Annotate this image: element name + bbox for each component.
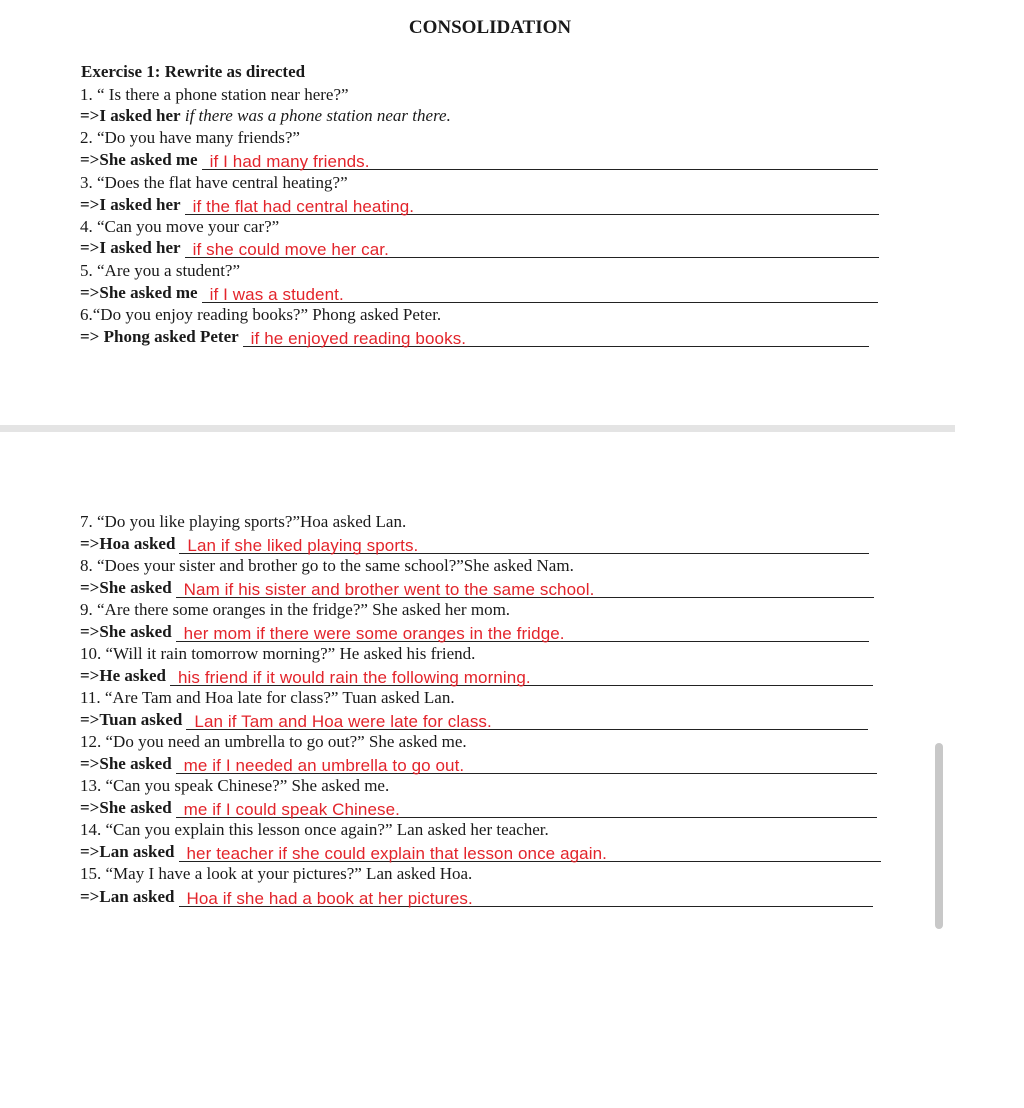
answer-line-5 [80, 283, 878, 303]
answer-line-13 [80, 798, 877, 818]
handwritten-answer: if I had many friends. [209, 152, 370, 171]
handwritten-answer: me if I could speak Chinese. [183, 800, 401, 819]
answer-line-7 [80, 534, 869, 554]
handwritten-answer: if the flat had central heating. [192, 197, 415, 216]
answer-line-9 [80, 622, 869, 642]
answer-blank [176, 580, 874, 598]
answer-blank [186, 712, 868, 730]
answer-blank [179, 889, 873, 907]
question-2: 2. “Do you have many friends?” [80, 128, 300, 147]
question-5: 5. “Are you a student?” [80, 261, 241, 280]
answer-prefix: =>She asked [80, 798, 172, 817]
answer-blank [185, 240, 879, 258]
answer-prefix: =>I asked her [80, 106, 181, 125]
answer-line-11 [80, 710, 868, 730]
exercise-heading: Exercise 1: Rewrite as directed [81, 62, 306, 81]
answer-line-15 [80, 887, 873, 907]
answer-blank [243, 329, 869, 347]
answer-prefix: =>Lan asked [80, 887, 175, 906]
handwritten-answer: his friend if it would rain the following morning. [177, 668, 531, 687]
vertical-scrollbar[interactable] [935, 743, 943, 929]
answer-prefix: =>She asked me [80, 283, 198, 302]
question-11: 11. “Are Tam and Hoa late for class?” Tuan asked Lan. [80, 688, 455, 707]
question-14: 14. “Can you explain this lesson once again?” Lan asked her teacher. [80, 820, 549, 839]
answer-line-1 [80, 106, 451, 126]
handwritten-answer: her teacher if she could explain that lesson once again. [186, 844, 607, 863]
answer-prefix: =>She asked [80, 578, 172, 597]
question-3: 3. “Does the flat have central heating?” [80, 173, 348, 192]
answer-blank [202, 152, 878, 170]
handwritten-answer: if she could move her car. [192, 240, 389, 259]
answer-line-12 [80, 754, 877, 774]
document-page-2 [0, 432, 955, 1108]
answer-prefix: => Phong asked Peter [80, 327, 239, 346]
handwritten-answer: me if I needed an umbrella to go out. [183, 756, 465, 775]
handwritten-answer: Hoa if she had a book at her pictures. [186, 889, 473, 908]
page-separator [0, 425, 955, 432]
question-15: 15. “May I have a look at your pictures?” Lan asked Hoa. [80, 864, 473, 883]
handwritten-answer: Lan if Tam and Hoa were late for class. [194, 712, 492, 731]
handwritten-answer: Lan if she liked playing sports. [187, 536, 419, 555]
question-4: 4. “Can you move your car?” [80, 217, 280, 236]
answer-blank [176, 800, 877, 818]
answer-blank [176, 756, 877, 774]
answer-blank [185, 197, 879, 215]
answer-line-2 [80, 150, 878, 170]
question-13: 13. “Can you speak Chinese?” She asked me. [80, 776, 390, 795]
answer-prefix: =>She asked [80, 622, 172, 641]
question-12: 12. “Do you need an umbrella to go out?” She asked me. [80, 732, 467, 751]
answer-prefix: =>He asked [80, 666, 166, 685]
answer-line-4 [80, 238, 879, 258]
answer-blank [179, 844, 881, 862]
document-page-1 [0, 0, 955, 425]
answer-line-10 [80, 666, 873, 686]
question-10: 10. “Will it rain tomorrow morning?” He asked his friend. [80, 644, 476, 663]
answer-line-3 [80, 195, 879, 215]
answer-line-6 [80, 327, 869, 347]
handwritten-answer: Nam if his sister and brother went to the same school. [183, 580, 595, 599]
question-1: 1. “ Is there a phone station near here?” [80, 85, 349, 104]
answer-prefix: =>Lan asked [80, 842, 175, 861]
answer-blank [202, 285, 878, 303]
handwritten-answer: her mom if there were some oranges in the fridge. [183, 624, 565, 643]
handwritten-answer: if I was a student. [209, 285, 344, 304]
answer-blank [176, 624, 869, 642]
answer-text: if there was a phone station near there. [184, 106, 451, 125]
question-8: 8. “Does your sister and brother go to the same school?”She asked Nam. [80, 556, 574, 575]
handwritten-answer: if he enjoyed reading books. [250, 329, 467, 348]
answer-prefix: =>She asked [80, 754, 172, 773]
question-7: 7. “Do you like playing sports?”Hoa asked Lan. [80, 512, 407, 531]
answer-prefix: =>I asked her [80, 195, 181, 214]
answer-line-8 [80, 578, 874, 598]
answer-blank [179, 536, 869, 554]
answer-prefix: =>I asked her [80, 238, 181, 257]
answer-prefix: =>Hoa asked [80, 534, 176, 553]
answer-prefix: =>She asked me [80, 150, 198, 169]
answer-blank [170, 668, 873, 686]
question-6: 6.“Do you enjoy reading books?” Phong asked Peter. [80, 305, 442, 324]
page-title: CONSOLIDATION [408, 17, 572, 38]
answer-line-14 [80, 842, 881, 862]
question-9: 9. “Are there some oranges in the fridge?” She asked her mom. [80, 600, 511, 619]
answer-prefix: =>Tuan asked [80, 710, 183, 729]
